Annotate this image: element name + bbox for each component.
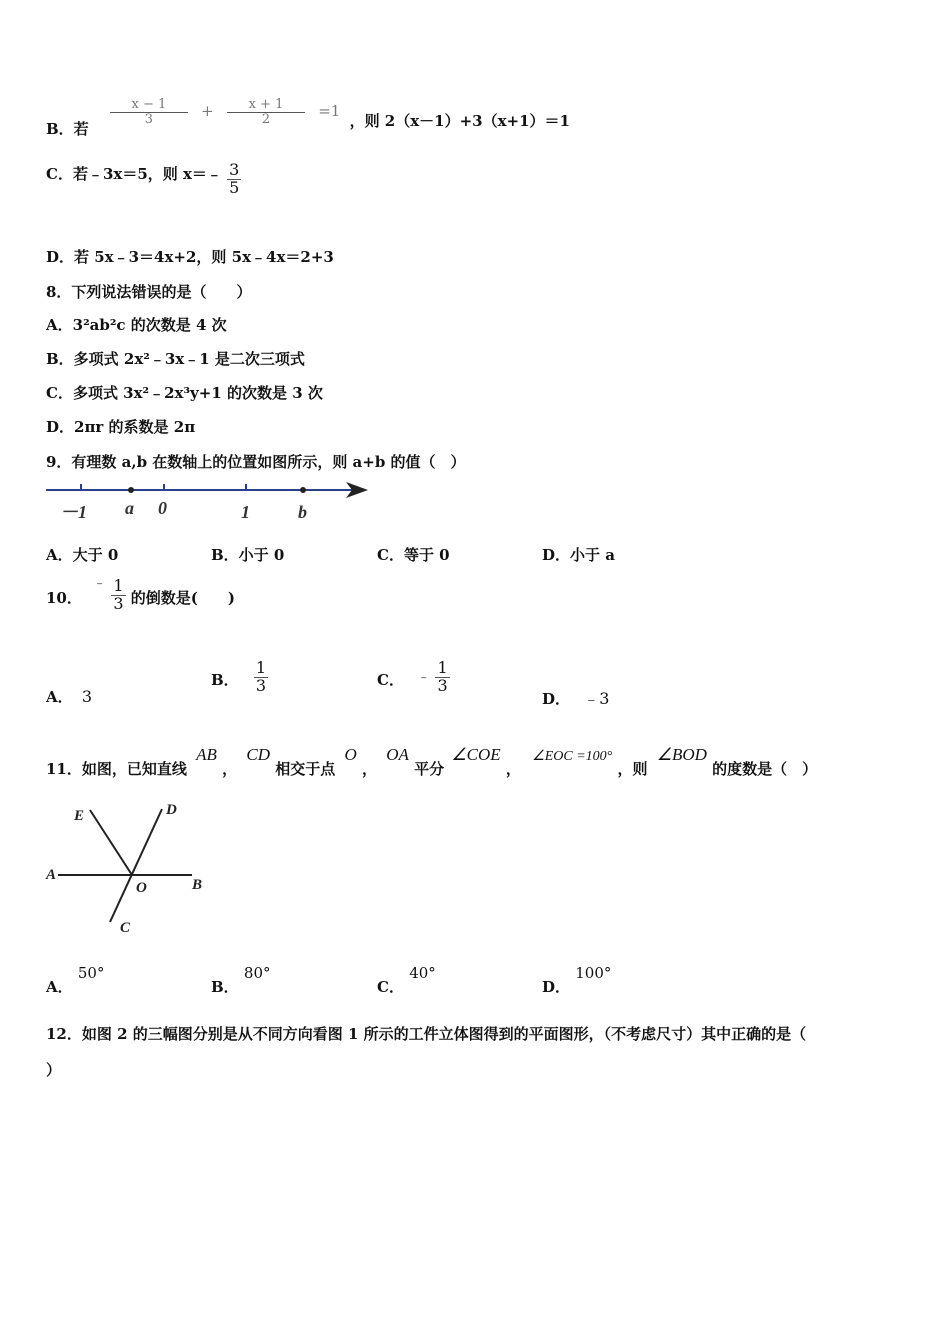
q10-option-d-label: D． [542,690,571,708]
q11-angle-bod: ∠BOD [656,745,707,764]
q11-stem-part1: 11．如图，已知直线 [46,760,187,778]
q10-option-d [542,686,609,709]
q11-fig-label-o: O [136,880,147,896]
q8-option-a: A．3²ab²c 的次数是 4 次 [46,316,227,334]
q11-comma-3: ， [505,760,521,778]
q12-stem-line2: ） [46,1061,62,1079]
q8-option-d: D．2πr 的系数是 2π [46,418,196,436]
q10-option-a-label: A． [46,688,73,706]
q10-option-a [46,686,92,707]
q12-stem-line1: 12．如图 2 的三幅图分别是从不同方向看图 1 所示的工件立体图得到的平面图形，（不考虑尺寸）其中正确的是（ [46,1025,807,1043]
q11-fig-label-a: A [46,867,57,883]
q11-option-c-value: 40° [409,964,436,982]
q9-option-c: C．等于 0 [377,546,450,564]
q9-option-a: A．大于 0 [46,546,119,564]
q7-option-b-fraction-2-num: x + 1 [227,98,305,113]
q11-option-a-value: 50° [77,964,105,982]
q9-stem: 9．有理数 a,b 在数轴上的位置如图所示，则 a+b 的值（ ） [46,453,466,471]
q9-point-a [128,487,134,493]
q11-option-b [211,962,271,996]
q11-option-b-value: 80° [243,964,271,982]
q10-fraction-den: 3 [113,593,124,613]
q7-option-d: D．若 5x﹣3＝4x+2，则 5x﹣4x＝2+3 [46,248,334,266]
q11-ray-oe-drawn [90,810,132,875]
q11-comma-2: ， [362,760,378,778]
q7-option-b-equals: =1 [318,102,341,121]
q9-label-1: 1 [241,502,250,522]
q10-option-b-num: 1 [255,658,267,677]
q9-number-line [40,474,380,526]
q9-option-d: D．小于 a [542,546,615,564]
q7-option-b-fraction-1-den: 3 [144,111,154,127]
q11-stem [46,744,818,778]
q11-option-a [46,962,105,996]
q9-label-neg1: －1 [60,502,87,522]
q10-number: 10． [46,589,82,608]
q10-option-b [211,660,268,695]
q11-stem-part3: 平分 [414,760,445,778]
q9-option-b: B．小于 0 [211,546,285,564]
q11-angle-eoc: ∠EOC =100° [532,749,613,764]
q11-option-b-label: B． [211,978,239,996]
q8-stem: 8．下列说法错误的是（ ） [46,283,252,301]
q11-option-d-label: D． [542,978,571,996]
q11-option-d-value: 100° [575,964,612,982]
q10-option-d-value: ﹣3 [583,689,610,708]
q10-fraction [111,578,125,613]
q11-fig-label-d: D [166,802,177,818]
q11-line-ab: AB [196,745,217,764]
q11-option-c [377,962,436,996]
q10-option-c-label: C． [377,671,404,690]
q11-ray-oa: OA [386,745,409,764]
q10-stem [46,578,235,613]
q7-option-c-fraction [227,162,241,197]
q11-line-cd: CD [246,745,270,764]
q7-option-b-tail: ，则 2（x－1）+3（x+1）＝1 [349,112,570,131]
q10-option-c-num: 1 [437,658,448,677]
q10-option-b-den: 3 [255,675,267,695]
q11-stem-part4: ，则 [617,760,648,778]
q10-option-b-label: B． [211,671,239,690]
q11-stem-part5: 的度数是（ ） [712,760,818,778]
q11-fig-label-c: C [120,920,131,936]
q11-fig-label-e: E [74,808,85,824]
q8-option-b: B．多项式 2x²﹣3x﹣1 是二次三项式 [46,350,305,368]
q7-option-b [46,97,570,139]
q7-option-b-fraction-2 [227,98,305,126]
q11-fig-label-b: B [192,877,203,893]
q11-stem-part2: 相交于点 [275,760,336,778]
q8-option-c: C．多项式 3x²﹣2x³y+1 的次数是 3 次 [46,384,323,402]
q10-option-c-minus: ﹣ [417,670,431,686]
q7-option-b-fraction-2-den: 2 [261,111,271,127]
q10-minus: ﹣ [93,576,107,592]
q7-option-c [46,162,241,197]
q11-angle-coe: ∠COE [451,745,501,764]
q10-option-c-den: 3 [437,675,448,695]
q7-option-c-den: 5 [229,177,240,197]
q11-figure [40,796,220,942]
q11-option-c-label: C． [377,978,404,996]
q10-fraction-num: 1 [113,576,124,595]
q10-option-a-value: 3 [81,687,93,706]
q7-option-c-num: 3 [229,160,240,179]
q7-option-c-text: C．若﹣3x＝5，则 x＝﹣ [46,165,222,184]
q7-option-b-label: B．若 [46,120,89,139]
q7-option-b-fraction-1 [110,98,188,126]
q11-point-o: O [344,745,357,764]
q7-option-b-fraction-1-num: x − 1 [110,98,188,113]
q10-option-b-fraction [254,660,268,695]
q11-line-cd-drawn [110,809,162,922]
q9-point-b [300,487,306,493]
q11-comma-1: ， [222,760,238,778]
q10-option-c-fraction [435,660,449,695]
q9-label-a: a [125,498,134,518]
q10-option-c [377,660,450,695]
q10-stem-tail: 的倒数是( ) [130,589,235,608]
q11-option-d [542,962,612,996]
q9-label-b: b [298,502,307,522]
q11-option-a-label: A． [46,978,73,996]
q7-option-b-plus: + [201,102,214,121]
q9-label-0: 0 [158,498,167,518]
